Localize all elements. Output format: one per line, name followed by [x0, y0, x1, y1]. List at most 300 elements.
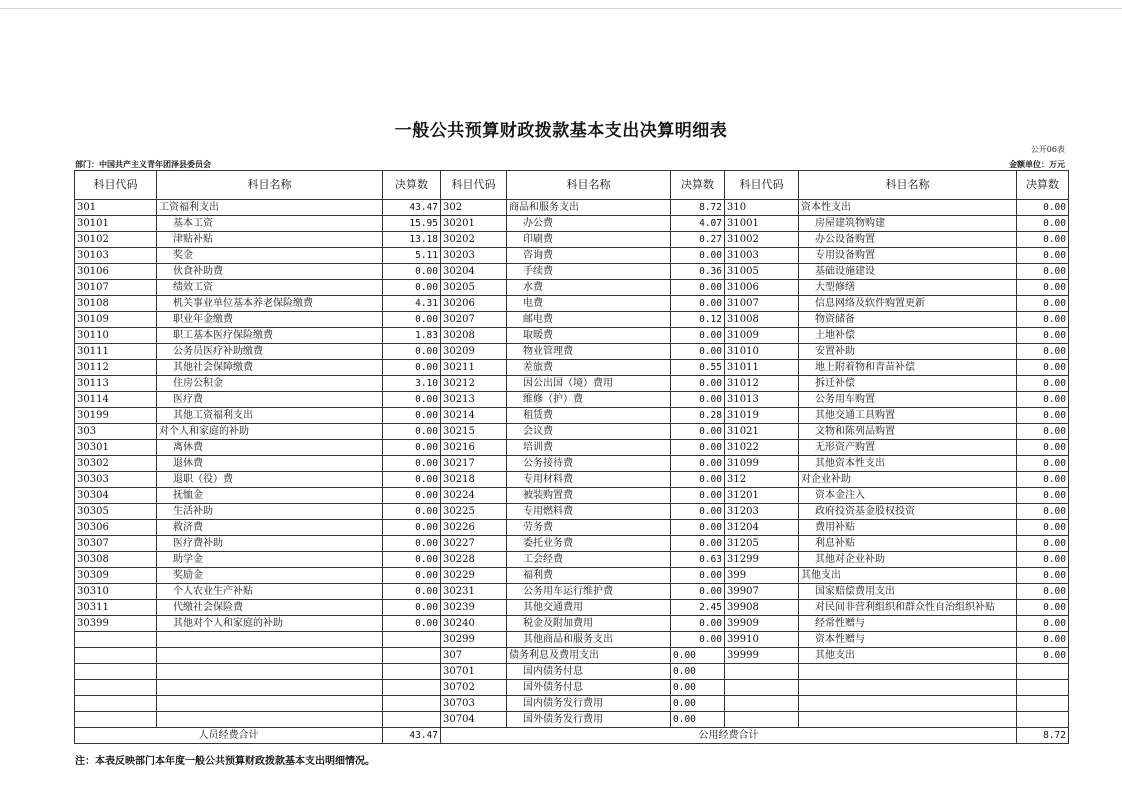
cell-amount-3: 0.00: [1017, 600, 1069, 616]
cell-code-1: 30302: [75, 456, 157, 472]
cell-amount-3: 0.00: [1017, 200, 1069, 216]
cell-amount-1: 0.00: [383, 600, 441, 616]
cell-amount-1: 0.00: [383, 552, 441, 568]
cell-amount-2: 0.00: [671, 344, 725, 360]
cell-code-1: 30109: [75, 312, 157, 328]
cell-amount-2: 0.00: [671, 280, 725, 296]
cell-code-3: 31203: [725, 504, 799, 520]
cell-code-2: 30212: [441, 376, 507, 392]
cell-name-1: 奖励金: [157, 568, 383, 584]
cell-code-2: 30218: [441, 472, 507, 488]
cell-name-1: [157, 680, 383, 696]
table-row: [75, 664, 1069, 680]
cell-amount-1: [383, 648, 441, 664]
cell-name-2: 印刷费: [507, 232, 671, 248]
table-row: [75, 248, 1069, 264]
table-row: [75, 552, 1069, 568]
cell-amount-2: 0.00: [671, 680, 725, 696]
cell-code-3: 31013: [725, 392, 799, 408]
table-row: [75, 504, 1069, 520]
cell-amount-3: 0.00: [1017, 344, 1069, 360]
cell-amount-2: 0.00: [671, 424, 725, 440]
cell-code-2: 30299: [441, 632, 507, 648]
cell-code-1: 30301: [75, 440, 157, 456]
cell-amount-2: 0.00: [671, 664, 725, 680]
cell-name-3: 对民间非营利组织和群众性自治组织补贴: [799, 600, 1017, 616]
cell-name-2: 电费: [507, 296, 671, 312]
cell-name-3: 土地补偿: [799, 328, 1017, 344]
personnel-total-label: 人员经费合计: [75, 728, 383, 744]
cell-code-1: 30310: [75, 584, 157, 600]
cell-amount-2: 0.28: [671, 408, 725, 424]
cell-code-3: 31021: [725, 424, 799, 440]
public-total-label: 公用经费合计: [441, 728, 1017, 744]
cell-amount-3: 0.00: [1017, 248, 1069, 264]
cell-code-1: 30307: [75, 536, 157, 552]
cell-name-1: 抚恤金: [157, 488, 383, 504]
cell-name-1: 职业年金缴费: [157, 312, 383, 328]
cell-code-2: 30213: [441, 392, 507, 408]
cell-name-3: 其他支出: [799, 568, 1017, 584]
col-header-code-2: 科目代码: [441, 171, 507, 200]
cell-amount-3: [1017, 664, 1069, 680]
cell-code-1: [75, 680, 157, 696]
cell-amount-3: 0.00: [1017, 312, 1069, 328]
table-row: [75, 488, 1069, 504]
col-header-code-3: 科目代码: [725, 171, 799, 200]
cell-code-1: 30112: [75, 360, 157, 376]
cell-amount-3: 0.00: [1017, 216, 1069, 232]
cell-code-3: 312: [725, 472, 799, 488]
cell-amount-3: 0.00: [1017, 616, 1069, 632]
cell-code-3: 31201: [725, 488, 799, 504]
totals-row: [75, 728, 1069, 744]
table-row: [75, 568, 1069, 584]
cell-name-1: 医疗费补助: [157, 536, 383, 552]
col-header-amount-1: 决算数: [383, 171, 441, 200]
cell-amount-1: 0.00: [383, 536, 441, 552]
cell-code-1: 30107: [75, 280, 157, 296]
cell-name-3: 对企业补助: [799, 472, 1017, 488]
cell-amount-3: 0.00: [1017, 536, 1069, 552]
cell-code-2: 30701: [441, 664, 507, 680]
cell-amount-2: 0.00: [671, 248, 725, 264]
cell-name-3: 专用设备购置: [799, 248, 1017, 264]
cell-amount-2: 0.00: [671, 504, 725, 520]
cell-amount-1: 0.00: [383, 616, 441, 632]
cell-amount-2: 0.00: [671, 376, 725, 392]
cell-code-3: [725, 696, 799, 712]
table-row: [75, 648, 1069, 664]
table-header-row: [75, 171, 1069, 200]
cell-name-3: 无形资产购置: [799, 440, 1017, 456]
cell-code-1: [75, 696, 157, 712]
cell-code-2: 30217: [441, 456, 507, 472]
cell-amount-1: [383, 712, 441, 728]
cell-name-3: 资本金注入: [799, 488, 1017, 504]
cell-name-3: 资本性支出: [799, 200, 1017, 216]
cell-amount-3: 0.00: [1017, 392, 1069, 408]
cell-code-3: 39907: [725, 584, 799, 600]
cell-name-1: 其他社会保障缴费: [157, 360, 383, 376]
cell-amount-1: 0.00: [383, 408, 441, 424]
cell-code-2: 30203: [441, 248, 507, 264]
cell-amount-3: 0.00: [1017, 360, 1069, 376]
cell-name-3: 其他交通工具购置: [799, 408, 1017, 424]
cell-name-3: [799, 712, 1017, 728]
cell-name-2: 税金及附加费用: [507, 616, 671, 632]
cell-amount-2: 0.00: [671, 584, 725, 600]
cell-code-1: 30110: [75, 328, 157, 344]
table-row: [75, 680, 1069, 696]
cell-code-2: 30215: [441, 424, 507, 440]
cell-code-3: [725, 712, 799, 728]
cell-code-1: 30199: [75, 408, 157, 424]
cell-name-1: 代缴社会保险费: [157, 600, 383, 616]
cell-amount-1: 0.00: [383, 440, 441, 456]
col-header-name-3: 科目名称: [799, 171, 1017, 200]
table-row: [75, 232, 1069, 248]
cell-name-2: 公务用车运行维护费: [507, 584, 671, 600]
cell-name-2: 差旅费: [507, 360, 671, 376]
cell-name-3: [799, 664, 1017, 680]
cell-name-1: 职工基本医疗保险缴费: [157, 328, 383, 344]
cell-code-2: 30240: [441, 616, 507, 632]
cell-name-3: 物资储备: [799, 312, 1017, 328]
cell-name-3: 拆迁补偿: [799, 376, 1017, 392]
cell-name-2: 租赁费: [507, 408, 671, 424]
table-row: [75, 200, 1069, 216]
cell-name-2: 国外债务发行费用: [507, 712, 671, 728]
cell-code-1: [75, 664, 157, 680]
cell-code-3: 39999: [725, 648, 799, 664]
cell-code-1: [75, 632, 157, 648]
cell-code-3: 31204: [725, 520, 799, 536]
cell-amount-1: 4.31: [383, 296, 441, 312]
cell-code-1: 30102: [75, 232, 157, 248]
cell-code-2: 30704: [441, 712, 507, 728]
cell-name-2: 国外债务付息: [507, 680, 671, 696]
cell-code-1: 303: [75, 424, 157, 440]
cell-code-2: 30208: [441, 328, 507, 344]
cell-amount-2: 2.45: [671, 600, 725, 616]
cell-amount-2: 0.00: [671, 392, 725, 408]
cell-code-3: 39908: [725, 600, 799, 616]
cell-name-1: [157, 632, 383, 648]
cell-amount-1: 0.00: [383, 280, 441, 296]
cell-name-2: 水费: [507, 280, 671, 296]
cell-amount-1: 0.00: [383, 344, 441, 360]
cell-code-3: 31019: [725, 408, 799, 424]
cell-amount-2: 8.72: [671, 200, 725, 216]
cell-amount-1: [383, 696, 441, 712]
form-code: 公开06表: [1030, 145, 1065, 154]
cell-name-3: 资本性赠与: [799, 632, 1017, 648]
cell-amount-1: 0.00: [383, 584, 441, 600]
cell-code-2: 30231: [441, 584, 507, 600]
cell-code-3: 31001: [725, 216, 799, 232]
cell-amount-3: 0.00: [1017, 408, 1069, 424]
cell-name-3: 其他资本性支出: [799, 456, 1017, 472]
cell-name-3: 利息补贴: [799, 536, 1017, 552]
cell-name-1: 津贴补贴: [157, 232, 383, 248]
personnel-total-value: 43.47: [383, 728, 441, 744]
cell-name-3: 文物和陈列品购置: [799, 424, 1017, 440]
cell-amount-3: 0.00: [1017, 632, 1069, 648]
cell-amount-1: [383, 664, 441, 680]
expenditure-table: [74, 170, 1069, 744]
cell-code-2: 30228: [441, 552, 507, 568]
cell-code-2: 302: [441, 200, 507, 216]
footnote: 注：本表反映部门本年度一般公共预算财政拨款基本支出明细情况。: [75, 756, 375, 767]
cell-code-3: 31003: [725, 248, 799, 264]
table-row: [75, 328, 1069, 344]
cell-amount-3: 0.00: [1017, 328, 1069, 344]
cell-name-2: 办公费: [507, 216, 671, 232]
table-row: [75, 280, 1069, 296]
cell-amount-1: 0.00: [383, 424, 441, 440]
table-row: [75, 408, 1069, 424]
cell-code-3: 31006: [725, 280, 799, 296]
cell-name-2: 专用材料费: [507, 472, 671, 488]
cell-amount-2: 0.00: [671, 520, 725, 536]
cell-amount-3: 0.00: [1017, 424, 1069, 440]
cell-code-1: 30304: [75, 488, 157, 504]
cell-name-3: 政府投资基金股权投资: [799, 504, 1017, 520]
cell-code-1: 30101: [75, 216, 157, 232]
cell-amount-2: 0.00: [671, 296, 725, 312]
cell-code-1: 30305: [75, 504, 157, 520]
cell-code-3: 31011: [725, 360, 799, 376]
cell-code-3: 31007: [725, 296, 799, 312]
table-row: [75, 696, 1069, 712]
cell-code-3: 31008: [725, 312, 799, 328]
cell-amount-3: 0.00: [1017, 456, 1069, 472]
cell-name-2: 专用燃料费: [507, 504, 671, 520]
table-row: [75, 392, 1069, 408]
cell-name-2: 被装购置费: [507, 488, 671, 504]
cell-name-3: 房屋建筑物购建: [799, 216, 1017, 232]
cell-code-3: 31005: [725, 264, 799, 280]
cell-name-2: 其他交通费用: [507, 600, 671, 616]
cell-code-2: 30209: [441, 344, 507, 360]
cell-name-1: 对个人和家庭的补助: [157, 424, 383, 440]
table-row: [75, 264, 1069, 280]
cell-name-1: 其他对个人和家庭的补助: [157, 616, 383, 632]
cell-amount-3: 0.00: [1017, 520, 1069, 536]
col-header-code-1: 科目代码: [75, 171, 157, 200]
cell-name-2: 培训费: [507, 440, 671, 456]
cell-amount-2: 4.07: [671, 216, 725, 232]
cell-code-2: 30205: [441, 280, 507, 296]
cell-name-1: 离休费: [157, 440, 383, 456]
cell-code-3: 31010: [725, 344, 799, 360]
cell-name-2: 国内债务发行费用: [507, 696, 671, 712]
cell-code-1: 30311: [75, 600, 157, 616]
cell-amount-2: 0.00: [671, 616, 725, 632]
cell-name-1: 基本工资: [157, 216, 383, 232]
cell-amount-2: 0.00: [671, 472, 725, 488]
table-row: [75, 424, 1069, 440]
cell-code-1: 301: [75, 200, 157, 216]
cell-code-1: 30303: [75, 472, 157, 488]
cell-name-2: 委托业务费: [507, 536, 671, 552]
top-divider: [0, 8, 1122, 9]
cell-name-3: [799, 696, 1017, 712]
cell-amount-2: 0.27: [671, 232, 725, 248]
cell-code-2: 30206: [441, 296, 507, 312]
cell-amount-1: 0.00: [383, 520, 441, 536]
cell-amount-3: 0.00: [1017, 584, 1069, 600]
cell-code-3: 31009: [725, 328, 799, 344]
cell-amount-1: 0.00: [383, 472, 441, 488]
cell-name-1: 生活补助: [157, 504, 383, 520]
cell-name-3: 公务用车购置: [799, 392, 1017, 408]
cell-name-1: 绩效工资: [157, 280, 383, 296]
cell-name-1: [157, 712, 383, 728]
cell-name-3: 费用补贴: [799, 520, 1017, 536]
cell-name-3: 其他对企业补助: [799, 552, 1017, 568]
cell-code-3: [725, 664, 799, 680]
cell-code-3: 39910: [725, 632, 799, 648]
table-row: [75, 312, 1069, 328]
cell-code-2: 30216: [441, 440, 507, 456]
cell-name-2: 债务利息及费用支出: [507, 648, 671, 664]
cell-code-3: 31012: [725, 376, 799, 392]
table-row: [75, 632, 1069, 648]
cell-code-2: 30703: [441, 696, 507, 712]
cell-name-3: [799, 680, 1017, 696]
cell-name-2: 劳务费: [507, 520, 671, 536]
table-row: [75, 296, 1069, 312]
cell-amount-1: [383, 632, 441, 648]
cell-code-1: 30308: [75, 552, 157, 568]
cell-amount-3: 0.00: [1017, 552, 1069, 568]
cell-name-3: 地上附着物和青苗补偿: [799, 360, 1017, 376]
cell-code-2: 30202: [441, 232, 507, 248]
cell-code-1: 30108: [75, 296, 157, 312]
cell-name-1: 公务员医疗补助缴费: [157, 344, 383, 360]
cell-amount-3: 0.00: [1017, 648, 1069, 664]
cell-code-3: 31002: [725, 232, 799, 248]
unit-label: 金额单位：万元: [1009, 159, 1065, 169]
cell-name-1: 助学金: [157, 552, 383, 568]
cell-name-1: [157, 664, 383, 680]
cell-amount-1: 15.95: [383, 216, 441, 232]
cell-name-1: 住房公积金: [157, 376, 383, 392]
cell-code-3: 310: [725, 200, 799, 216]
cell-code-1: 30111: [75, 344, 157, 360]
cell-name-1: 救济费: [157, 520, 383, 536]
cell-code-3: 39909: [725, 616, 799, 632]
cell-amount-2: 0.00: [671, 536, 725, 552]
cell-name-1: 机关事业单位基本养老保险缴费: [157, 296, 383, 312]
cell-amount-3: 0.00: [1017, 504, 1069, 520]
cell-code-2: 30229: [441, 568, 507, 584]
cell-name-3: 其他支出: [799, 648, 1017, 664]
table-row: [75, 360, 1069, 376]
cell-name-2: 公务接待费: [507, 456, 671, 472]
cell-name-2: 邮电费: [507, 312, 671, 328]
cell-code-2: 30211: [441, 360, 507, 376]
cell-code-3: 31299: [725, 552, 799, 568]
cell-amount-1: 0.00: [383, 488, 441, 504]
col-header-amount-3: 决算数: [1017, 171, 1069, 200]
cell-code-3: 31099: [725, 456, 799, 472]
cell-amount-2: 0.00: [671, 632, 725, 648]
cell-amount-3: 0.00: [1017, 440, 1069, 456]
cell-name-2: 会议费: [507, 424, 671, 440]
cell-amount-2: 0.00: [671, 648, 725, 664]
cell-name-2: 福利费: [507, 568, 671, 584]
cell-amount-3: 0.00: [1017, 376, 1069, 392]
cell-name-3: 国家赔偿费用支出: [799, 584, 1017, 600]
cell-name-2: 商品和服务支出: [507, 200, 671, 216]
cell-name-3: 基础设施建设: [799, 264, 1017, 280]
cell-amount-3: 0.00: [1017, 296, 1069, 312]
page-title: 一般公共预算财政拨款基本支出决算明细表: [394, 121, 728, 141]
cell-amount-2: 0.55: [671, 360, 725, 376]
cell-amount-1: 0.00: [383, 264, 441, 280]
table-row: [75, 712, 1069, 728]
cell-amount-1: [383, 680, 441, 696]
public-total-value: 8.72: [1017, 728, 1069, 744]
cell-name-1: 医疗费: [157, 392, 383, 408]
table-row: [75, 584, 1069, 600]
cell-amount-1: 3.10: [383, 376, 441, 392]
cell-code-1: 30399: [75, 616, 157, 632]
cell-name-3: 信息网络及软件购置更新: [799, 296, 1017, 312]
cell-code-1: 30106: [75, 264, 157, 280]
cell-name-1: 工资福利支出: [157, 200, 383, 216]
cell-name-1: [157, 648, 383, 664]
cell-name-2: 其他商品和服务支出: [507, 632, 671, 648]
cell-name-2: 取暖费: [507, 328, 671, 344]
cell-name-2: 国内债务付息: [507, 664, 671, 680]
cell-amount-1: 5.11: [383, 248, 441, 264]
cell-name-2: 物业管理费: [507, 344, 671, 360]
cell-name-1: 其他工资福利支出: [157, 408, 383, 424]
col-header-name-1: 科目名称: [157, 171, 383, 200]
cell-name-1: 退休费: [157, 456, 383, 472]
table-row: [75, 472, 1069, 488]
cell-amount-1: 0.00: [383, 392, 441, 408]
cell-name-1: 退职（役）费: [157, 472, 383, 488]
table-row: [75, 536, 1069, 552]
col-header-name-2: 科目名称: [507, 171, 671, 200]
cell-name-1: 伙食补助费: [157, 264, 383, 280]
cell-code-2: 30207: [441, 312, 507, 328]
cell-name-3: 办公设备购置: [799, 232, 1017, 248]
cell-amount-2: 0.00: [671, 712, 725, 728]
cell-amount-3: 0.00: [1017, 472, 1069, 488]
department-label: 部门：中国共产主义青年团泽县委员会: [75, 159, 211, 169]
cell-code-2: 30224: [441, 488, 507, 504]
cell-amount-2: 0.00: [671, 440, 725, 456]
cell-name-1: 个人农业生产补贴: [157, 584, 383, 600]
cell-code-3: 31022: [725, 440, 799, 456]
table-row: [75, 216, 1069, 232]
cell-name-3: 经常性赠与: [799, 616, 1017, 632]
cell-amount-2: 0.00: [671, 456, 725, 472]
cell-code-2: 307: [441, 648, 507, 664]
cell-name-2: 手续费: [507, 264, 671, 280]
cell-amount-2: 0.00: [671, 568, 725, 584]
cell-code-2: 30225: [441, 504, 507, 520]
table-row: [75, 456, 1069, 472]
cell-amount-3: 0.00: [1017, 264, 1069, 280]
cell-code-1: 30114: [75, 392, 157, 408]
